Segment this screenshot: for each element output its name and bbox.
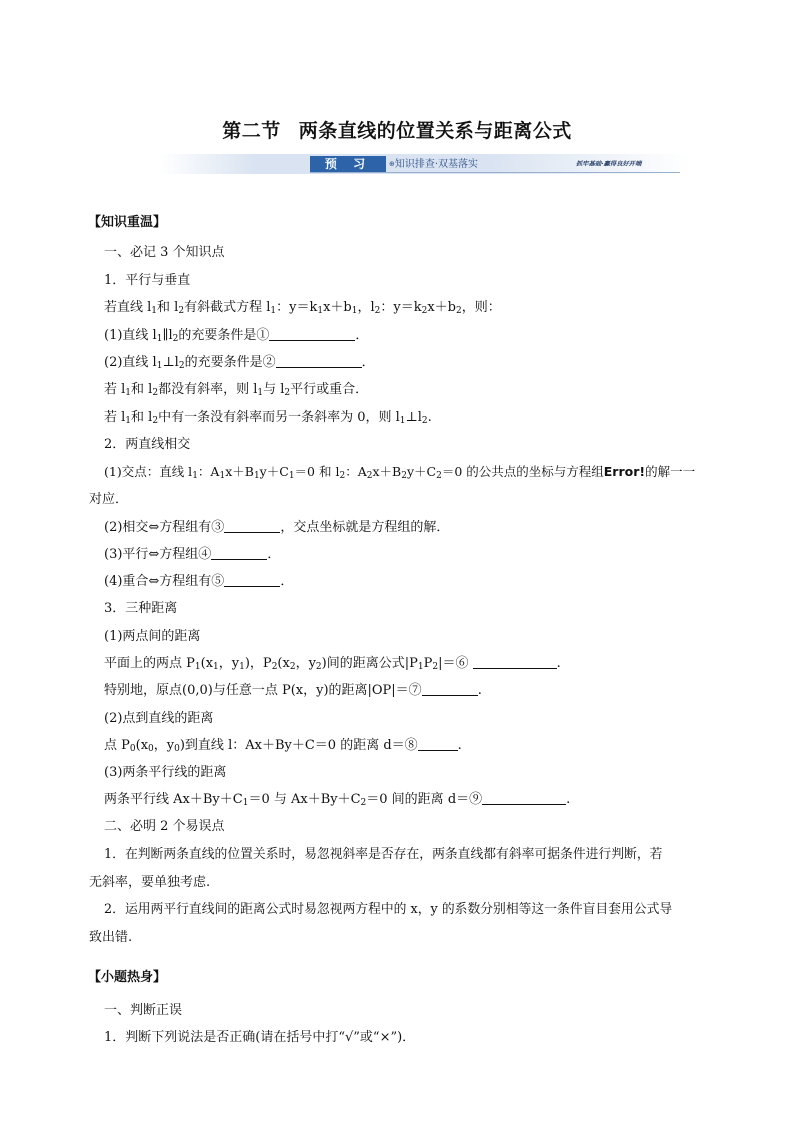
banner-motto: 抓牢基础·赢得良好开端 (576, 160, 642, 168)
banner-subtitle: ⊕知识排查·双基落实 (389, 159, 479, 170)
answer-blank-7[interactable] (422, 682, 478, 696)
parallel-lines-distance-heading: (3)两条平行线的距离 (104, 765, 227, 780)
answer-blank-4[interactable] (211, 546, 267, 560)
subsection-distances: 3．三种距离 (104, 601, 178, 616)
slope-form-line: 若直线 $l_1$和 $l_2$有斜截式方程 $l_1$：$y=k_1x+b_1$，$l_2$：$y=k_2x+b_2$，则： (104, 300, 501, 316)
error-point-2: 2．运用两平行直线间的距离公式时易忽视两方程中的 x，y 的系数分别相等这一条件盲目套用公式导 (104, 902, 673, 917)
parallel-condition-question: (1)直线 $l_1\parallel l_2$的充要条件是① ． (104, 328, 369, 344)
intersect-question: (2)相交⇔方程组有③ ，交点坐标就是方程组的解． (104, 520, 450, 535)
point-line-distance-line: 点 $P_0(x_0$，$y_0$)到直线 l：Ax＋By＋C＝0 的距离 d＝⑧ . (104, 738, 462, 754)
answer-blank-1[interactable] (269, 327, 355, 341)
part-two-heading: 二、必明 2 个易误点 (104, 819, 225, 834)
target-icon: ⊕ (389, 160, 395, 168)
error-point-2-cont: 致出错. (89, 930, 133, 945)
question-1: 1．判断下列说法是否正确(请在括号中打“√”或“×”)． (104, 1030, 416, 1045)
answer-blank-8[interactable] (418, 737, 458, 751)
error-point-1: 1．在判断两条直线的位置关系时，易忽视斜率是否存在，两条直线都有斜率可据条件进行判断，若 (104, 847, 663, 862)
two-point-distance-heading: (1)两点间的距离 (104, 629, 201, 644)
two-point-distance-line: 平面上的两点 $P_1(x_1$，$y_1$)，$P_2(x_2$，$y_2$)间的距离公式$|P_1P_2|=⑥$ . (104, 656, 561, 672)
banner-tag: 预 习 (310, 156, 386, 172)
origin-distance-line: 特别地，原点(0,0)与任意一点 P(x，y)的距离|OP|＝⑦ . (104, 683, 482, 698)
section-banner (160, 154, 690, 174)
banner-rule (310, 172, 680, 173)
no-slope-line: 若 $l_1$和 $l_2$都没有斜率，则 $l_1$与 $l_2$平行或重合． (104, 382, 369, 398)
intersection-point-line: (1)交点：直线 $l_1$：$A_1x+B_1y+C_1=0$ 和 $l_2$：$A_2x+B_2y+C_2=0$ 的公共点的坐标与方程组Error!的解一一 (104, 464, 696, 481)
error-point-1-cont: 无斜率，要单独考虑. (89, 875, 211, 890)
part-one-heading: 一、必记 3 个知识点 (104, 245, 225, 260)
coincide-question: (4)重合⇔方程组有⑤ ． (104, 574, 294, 589)
subsection-intersection: 2．两直线相交 (104, 437, 191, 452)
warmup-heading: 【小题热身】 (88, 970, 167, 985)
true-false-heading: 一、判断正误 (104, 1003, 183, 1018)
answer-blank-9[interactable] (482, 791, 566, 805)
perpendicular-condition-question: (2)直线 $l_1\perp l_2$的充要条件是② ． (104, 355, 375, 371)
answer-blank-5[interactable] (224, 573, 280, 587)
knowledge-heading: 【知识重温】 (88, 215, 167, 230)
answer-blank-2[interactable] (276, 354, 362, 368)
page-title: 第二节 两条直线的位置关系与距离公式 (222, 120, 572, 142)
intersection-point-line-cont: 对应． (89, 492, 129, 507)
zero-slope-line: 若 $l_1$和 $l_2$中有一条没有斜率而另一条斜率为 0，则 $l_1\perp l_2$. (104, 410, 432, 426)
subsection-parallel-perpendicular: 1．平行与垂直 (104, 273, 191, 288)
answer-blank-3[interactable] (224, 519, 280, 533)
point-line-distance-heading: (2)点到直线的距离 (104, 711, 214, 726)
answer-blank-6[interactable] (473, 655, 557, 669)
parallel-lines-distance-line: 两条平行线 $Ax+By+C_1=0$ 与 $Ax+By+C_2=0$ 间的距离 d＝⑨ . (104, 792, 571, 808)
parallel-question: (3)平行⇔方程组④ ． (104, 547, 281, 562)
